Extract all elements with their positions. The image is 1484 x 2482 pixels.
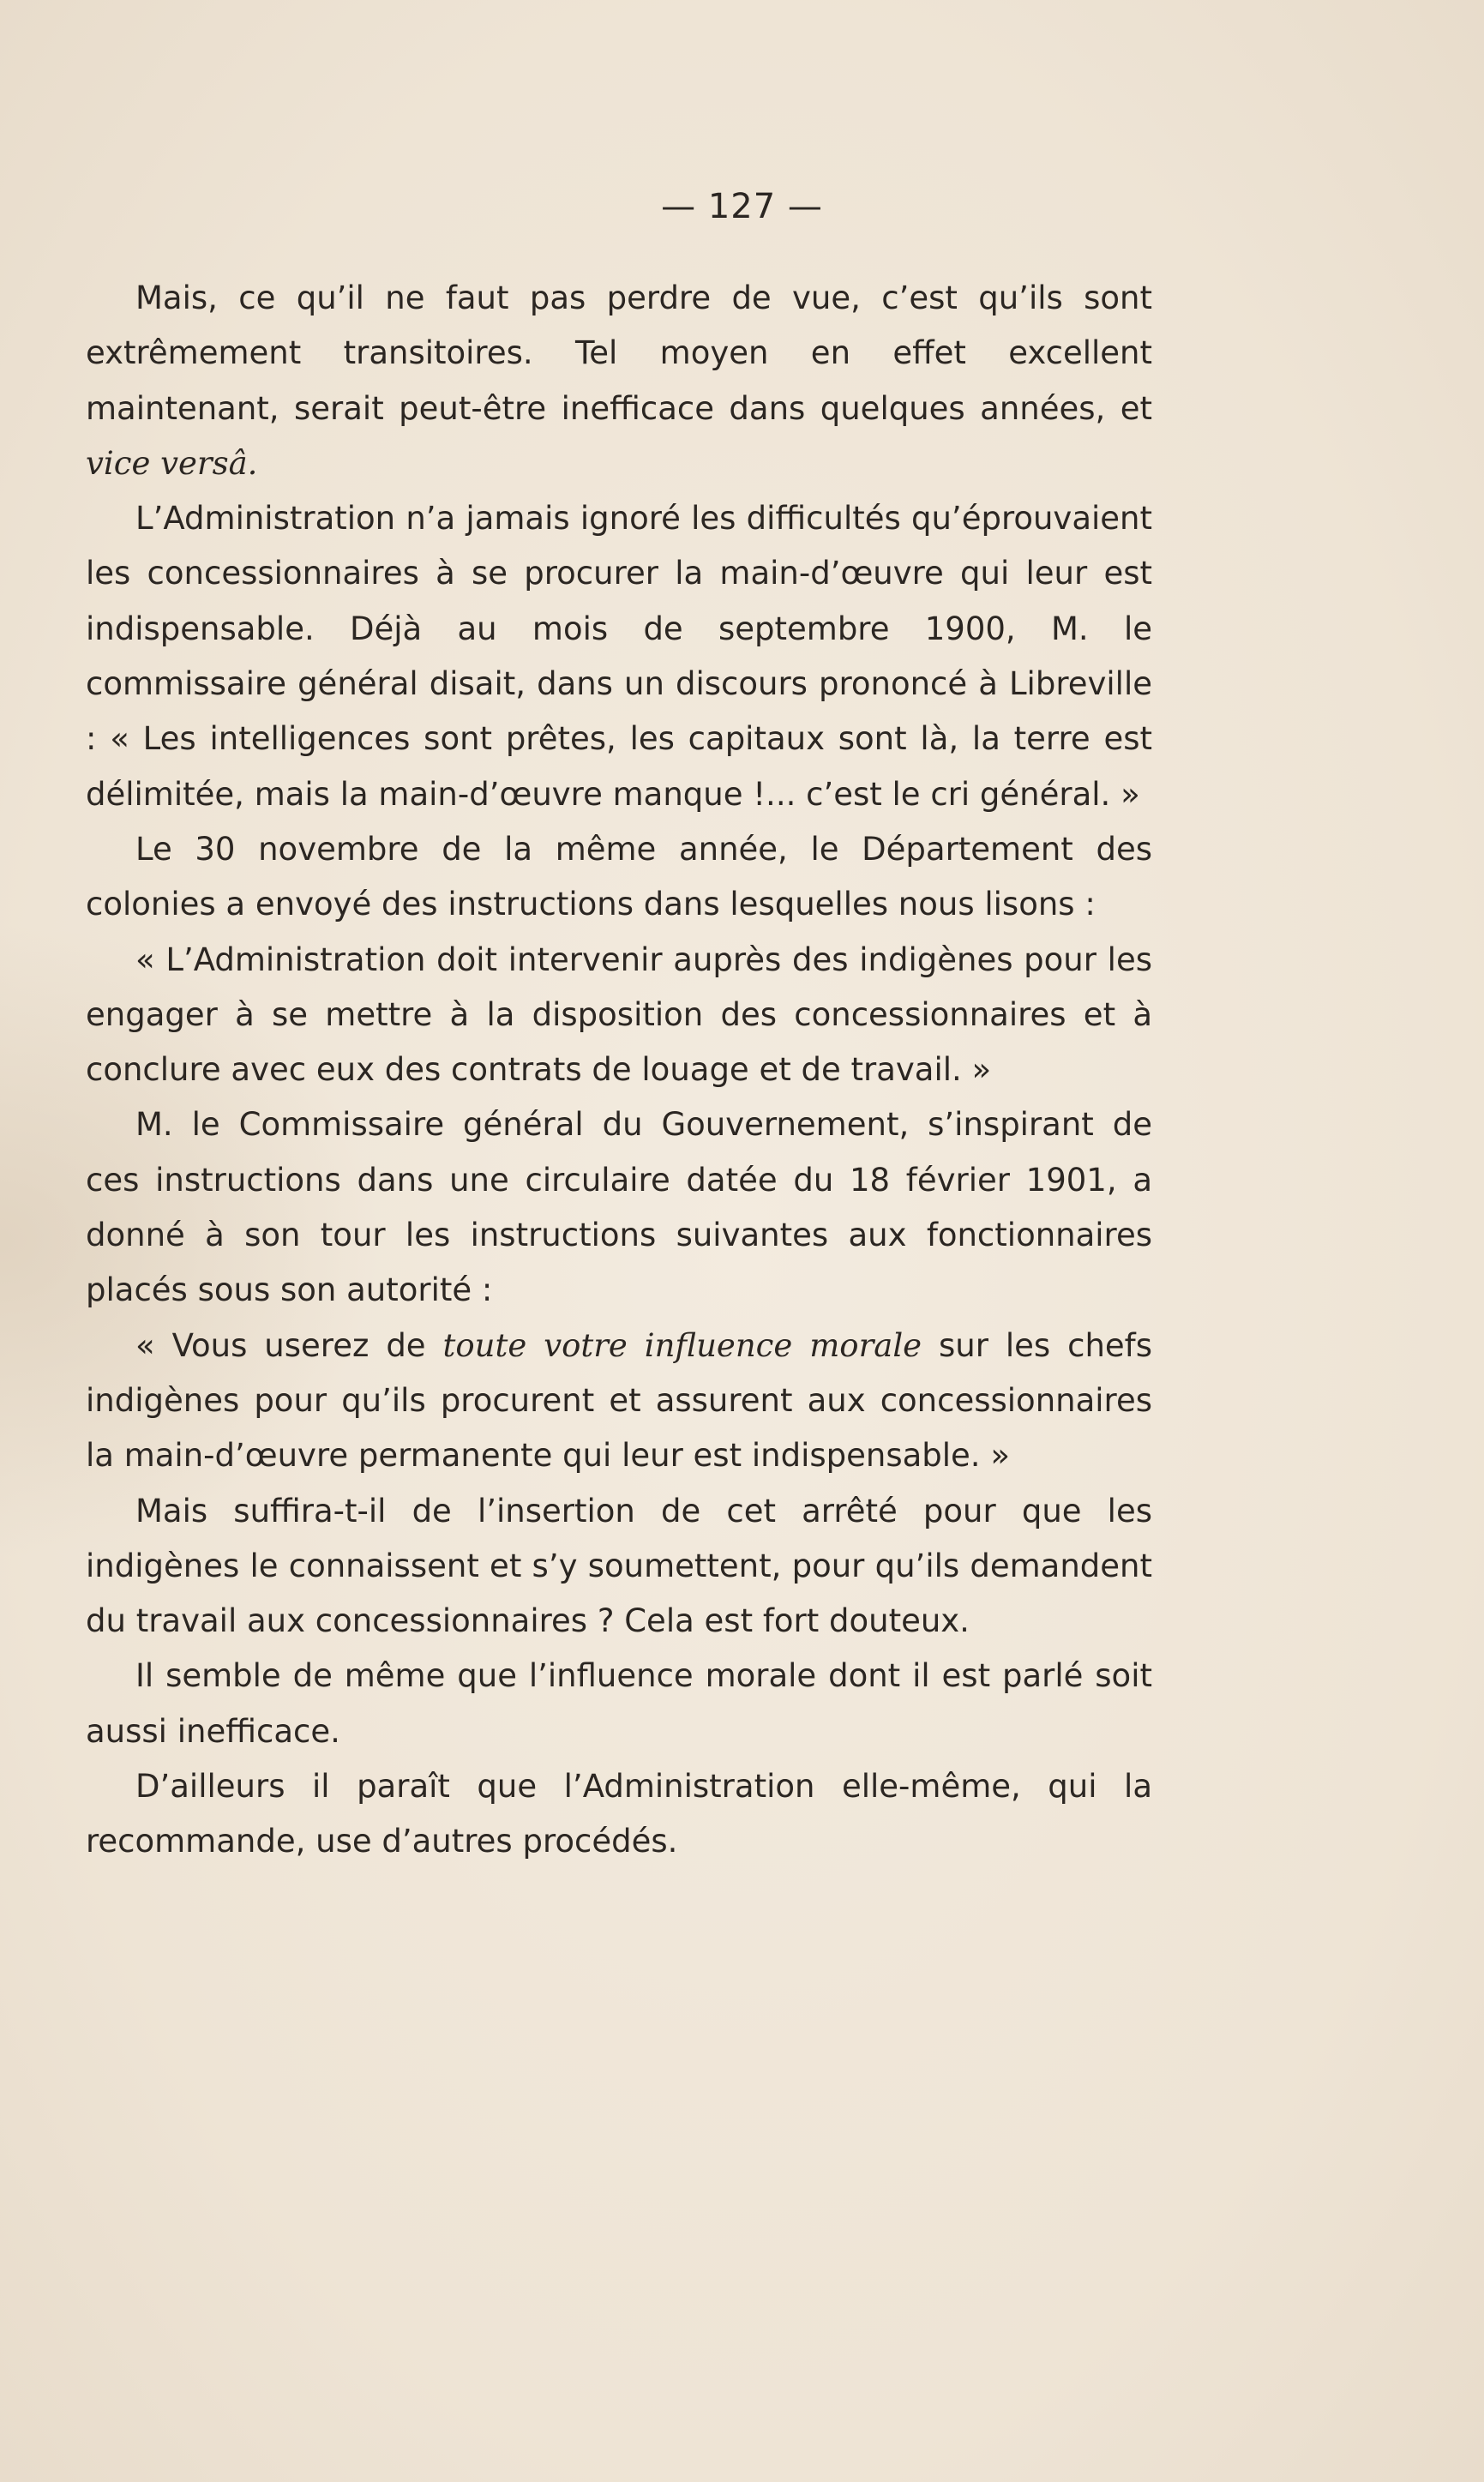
body-text: [86, 271, 1152, 1870]
paragraph-1-text: Mais, ce qu’il ne faut pas perdre de vue, c’est qu’ils sont extrêmement transitoires. Tel moyen en effet excellent maintenant, serait peut-être inefficace dans quelques années, et: [86, 279, 1152, 427]
quote-2-end: sur les chefs indigènes pour qu’ils procurent et assurent aux concessionnaires la main-d’œuvre permanente qui leur est indispensable. »: [86, 1326, 1152, 1475]
paragraph-4: M. le Commissaire général du Gouvernement, s’inspirant de ces instructions dans une circulaire datée du 18 février 1901, a donné à son tour les instructions suivantes aux fonctionnaires placés sous son autorité :: [86, 1106, 1152, 1309]
quote-2: [86, 1319, 1152, 1484]
paragraph-7: D’ailleurs il paraît que l’Administration elle-même, qui la recommande, use d’autres procédés.: [86, 1768, 1152, 1860]
paragraph-5: Mais suffira-t-il de l’insertion de cet arrêté pour que les indigènes le connaissent et s’y soumettent, pour qu’ils demandent du travail aux concessionnaires ? Cela est fort douteux.: [86, 1492, 1152, 1640]
emphasis-phrase: toute votre influence morale: [442, 1326, 922, 1364]
quote-1: « L’Administration doit intervenir auprès des indigènes pour les engager à se mettre à la disposition des concessionnaires et à conclure avec eux des contrats de louage et de travail. »: [86, 941, 1152, 1089]
paragraph-1: [86, 271, 1152, 491]
paragraph-3: Le 30 novembre de la même année, le Département des colonies a envoyé des instructions dans lesquelles nous lisons :: [86, 830, 1152, 923]
page-number: — 127 —: [661, 187, 823, 226]
latin-phrase: vice versâ.: [86, 444, 258, 482]
paragraph-2: L’Administration n’a jamais ignoré les difficultés qu’éprouvaient les concessionnaires à se procurer la main-d’œuvre qui leur est indispensable. Déjà au mois de septembre 1900, M. le commissaire général disait, dans un discours prononcé à Libreville : « Les intelligences sont prêtes, les capitaux sont là, la terre est délimitée, mais la main-d’œuvre manque !... c’est le cri général. »: [86, 500, 1152, 813]
quote-2-start: « Vous userez de: [135, 1326, 426, 1364]
paragraph-6: Il semble de même que l’influence morale dont il est parlé soit aussi inefficace.: [86, 1657, 1152, 1750]
